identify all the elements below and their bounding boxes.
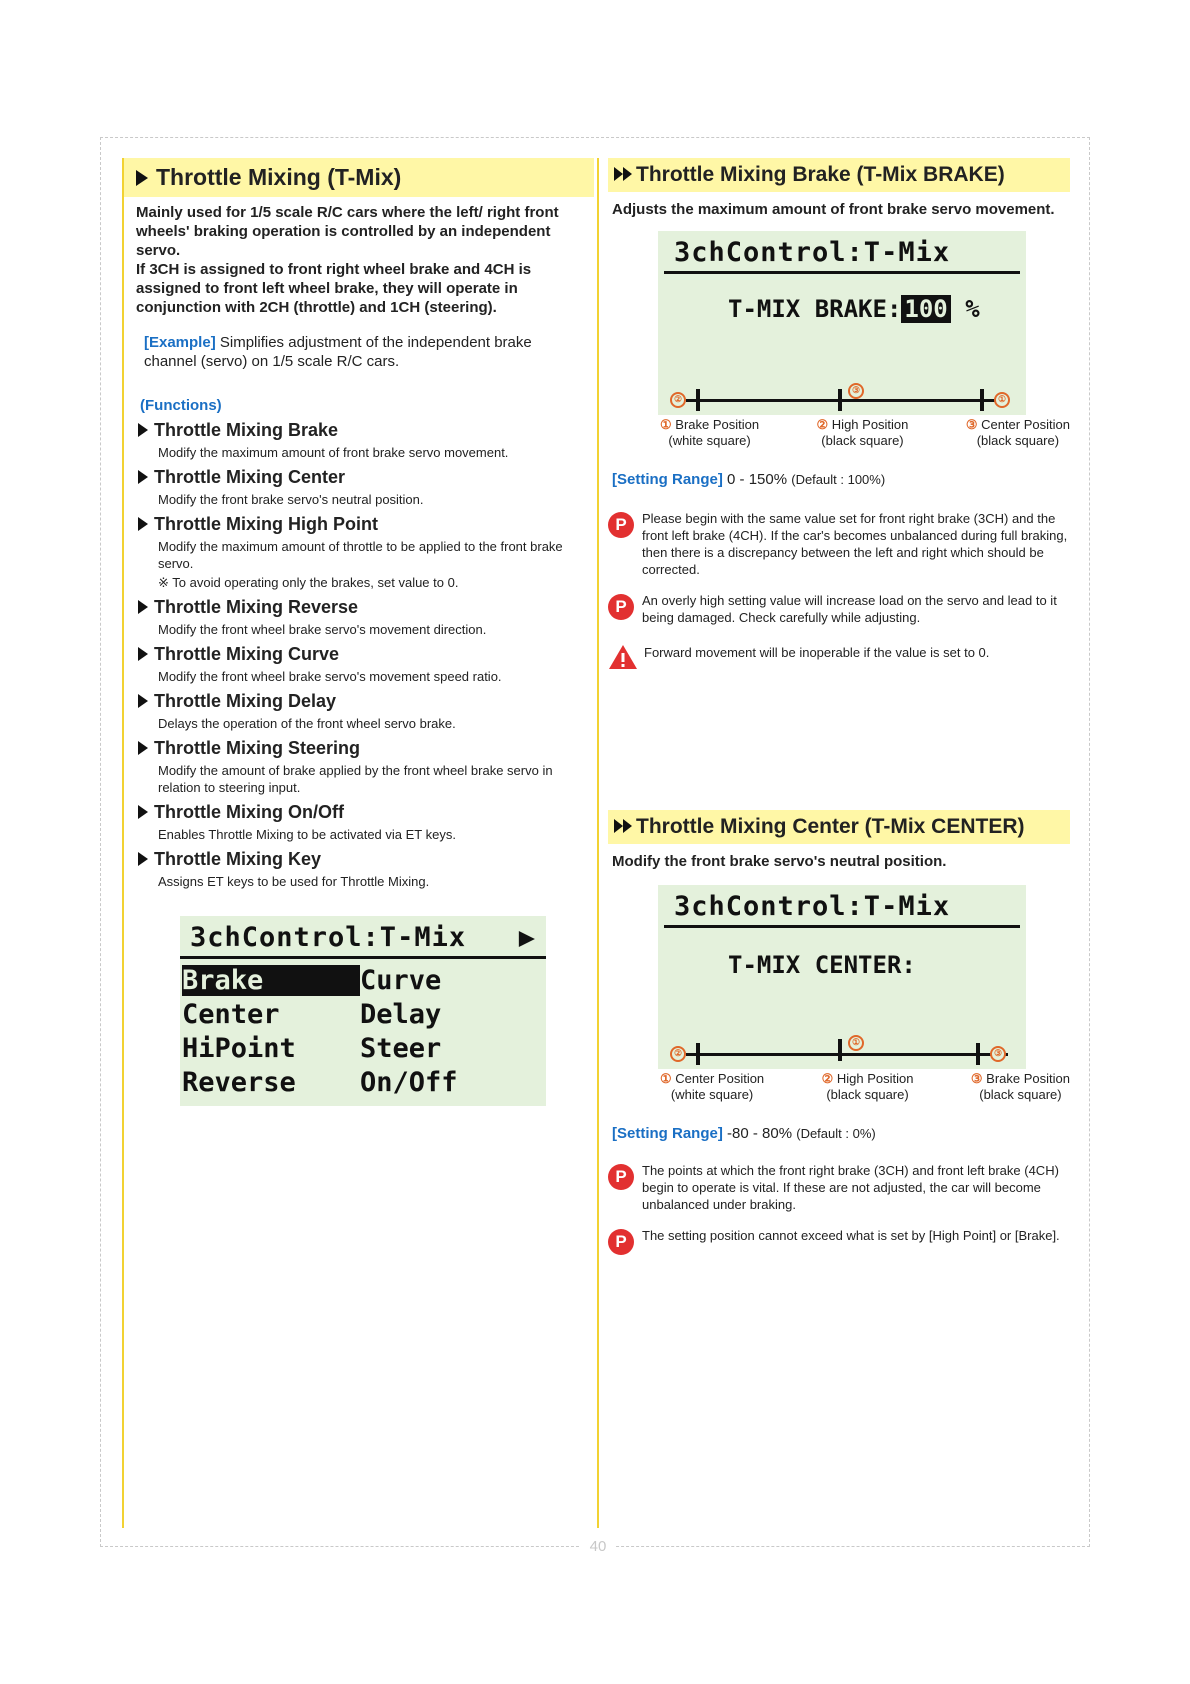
- legend-item: ① Brake Position (white square): [660, 417, 760, 448]
- triangle-icon: [138, 852, 148, 866]
- center-section-title: Throttle Mixing Center (T-Mix CENTER): [608, 810, 1070, 844]
- brake-legend: [660, 417, 1070, 449]
- triangle-icon: [138, 517, 148, 531]
- lcd-title: 3chControl:T-Mix ▶: [180, 916, 546, 959]
- menu-item-reverse[interactable]: Reverse: [182, 1067, 296, 1098]
- double-triangle-icon: [614, 815, 632, 839]
- center-setting-range: [Setting Range] -80 - 80% (Default : 0%): [612, 1125, 876, 1142]
- menu-item-hipoint[interactable]: HiPoint: [182, 1033, 296, 1064]
- function-item: Throttle Mixing Key Assigns ET keys to be used for Throttle Mixing.: [138, 849, 594, 890]
- lcd-menu-screen: [180, 916, 546, 1106]
- lcd-title: 3chControl:T-Mix: [664, 231, 1020, 274]
- menu-item-steer[interactable]: Steer: [360, 1033, 442, 1064]
- example-note: [Example] Simplifies adjustment of the independent brake channel (servo) on 1/5 scale R/C cars.: [144, 334, 532, 370]
- menu-item-brake[interactable]: Brake: [182, 965, 360, 996]
- warning-icon: [608, 644, 638, 670]
- brake-value-line: T-MIX BRAKE: 100 %: [728, 295, 980, 323]
- intro-paragraph: If 3CH is assigned to front right wheel brake and 4CH is assigned to front left wheel brake, they will operate in conjunction with 2CH (throttle) and 1CH (steering).: [136, 261, 532, 316]
- triangle-icon: [138, 423, 148, 437]
- center-marker: [838, 1039, 842, 1061]
- function-item: Throttle Mixing Delay Delays the operation of the front wheel servo brake.: [138, 691, 594, 732]
- triangle-icon: [138, 647, 148, 661]
- function-item: Throttle Mixing High Point Modify the maximum amount of throttle to be applied to the front brake servo. ※ To avoid operating only the brakes, set value to 0.: [138, 514, 594, 591]
- lcd-menu: [180, 959, 546, 1106]
- function-item: Throttle Mixing Steering Modify the amount of brake applied by the front wheel brake servo in relation to steering input.: [138, 738, 594, 796]
- menu-item-onoff[interactable]: On/Off: [360, 1067, 458, 1098]
- page-number: 40: [580, 1538, 616, 1555]
- menu-item-curve[interactable]: Curve: [360, 965, 442, 996]
- brake-section-title: Throttle Mixing Brake (T-Mix BRAKE): [608, 158, 1070, 192]
- high-marker: [976, 1043, 980, 1065]
- marker-number: ①: [994, 392, 1010, 408]
- column-divider: [597, 158, 599, 1528]
- point-icon: P: [608, 1164, 634, 1190]
- warning-note: Forward movement will be inoperable if the value is set to 0.: [608, 644, 1070, 670]
- brake-value[interactable]: 100: [901, 295, 950, 323]
- triangle-icon: [138, 694, 148, 708]
- triangle-icon: [138, 741, 148, 755]
- lcd-center-screen: [658, 885, 1026, 1069]
- marker-number: ①: [848, 1035, 864, 1051]
- point-icon: P: [608, 594, 634, 620]
- function-item: Throttle Mixing Reverse Modify the front wheel brake servo's movement direction.: [138, 597, 594, 638]
- triangle-icon: [136, 170, 148, 186]
- menu-item-center[interactable]: Center: [182, 999, 280, 1030]
- marker-number: ②: [670, 1046, 686, 1062]
- menu-item-delay[interactable]: Delay: [360, 999, 442, 1030]
- marker-number: ③: [990, 1046, 1006, 1062]
- legend-item: ② High Position (black square): [816, 417, 909, 448]
- marker-number: ③: [848, 383, 864, 399]
- brake-description: Adjusts the maximum amount of front brake servo movement.: [612, 201, 1055, 218]
- brake-marker: [696, 1043, 700, 1065]
- function-item: Throttle Mixing Center Modify the front brake servo's neutral position.: [138, 467, 594, 508]
- center-marker: [980, 389, 984, 411]
- triangle-icon: [138, 805, 148, 819]
- point-note: P The points at which the front right brake (3CH) and front left brake (4CH) begin to operate is vital. If these are not adjusted, the car will become unbalanced under braking.: [608, 1162, 1070, 1213]
- brake-setting-range: [Setting Range] 0 - 150% (Default : 100%): [612, 471, 886, 488]
- lcd-title: 3chControl:T-Mix: [664, 885, 1020, 928]
- point-note: P The setting position cannot exceed what is set by [High Point] or [Brake].: [608, 1227, 1070, 1255]
- legend-item: ③ Center Position (black square): [965, 417, 1070, 448]
- position-scale: [686, 399, 1008, 402]
- point-note: P Please begin with the same value set for front right brake (3CH) and the front left brake (4CH). If the car's becomes unbalanced during full braking, then there is a discrepancy between the left and right which should be corrected.: [608, 510, 1070, 578]
- point-icon: P: [608, 512, 634, 538]
- lcd-brake-screen: [658, 231, 1026, 415]
- function-item: Throttle Mixing Brake Modify the maximum amount of front brake servo movement.: [138, 420, 594, 461]
- center-value-line: T-MIX CENTER:: [728, 951, 916, 979]
- high-marker: [838, 389, 842, 411]
- triangle-icon: [138, 470, 148, 484]
- point-icon: P: [608, 1229, 634, 1255]
- right-column: [608, 158, 1070, 1255]
- intro-paragraph: Mainly used for 1/5 scale R/C cars where the left/ right front wheels' braking operation is controlled by an independent servo.: [136, 204, 559, 259]
- section-title: Throttle Mixing (T-Mix): [124, 158, 594, 197]
- double-triangle-icon: [614, 163, 632, 187]
- function-item: Throttle Mixing Curve Modify the front wheel brake servo's movement speed ratio.: [138, 644, 594, 685]
- brake-marker: [696, 389, 700, 411]
- left-column: [124, 158, 594, 1106]
- triangle-icon: [138, 600, 148, 614]
- legend-item: ③ Brake Position (black square): [970, 1071, 1070, 1102]
- marker-number: ②: [670, 392, 686, 408]
- point-note: P An overly high setting value will increase load on the servo and lead to it being damaged. Check carefully while adjusting.: [608, 592, 1070, 626]
- center-description: Modify the front brake servo's neutral position.: [612, 853, 947, 870]
- legend-item: ② High Position (black square): [821, 1071, 914, 1102]
- functions-heading: (Functions): [140, 397, 222, 414]
- legend-item: ① Center Position (white square): [660, 1071, 765, 1102]
- center-legend: [660, 1071, 1070, 1103]
- function-item: Throttle Mixing On/Off Enables Throttle Mixing to be activated via ET keys.: [138, 802, 594, 843]
- arrow-right-icon: ▶: [518, 922, 536, 953]
- position-scale: [686, 1053, 1008, 1056]
